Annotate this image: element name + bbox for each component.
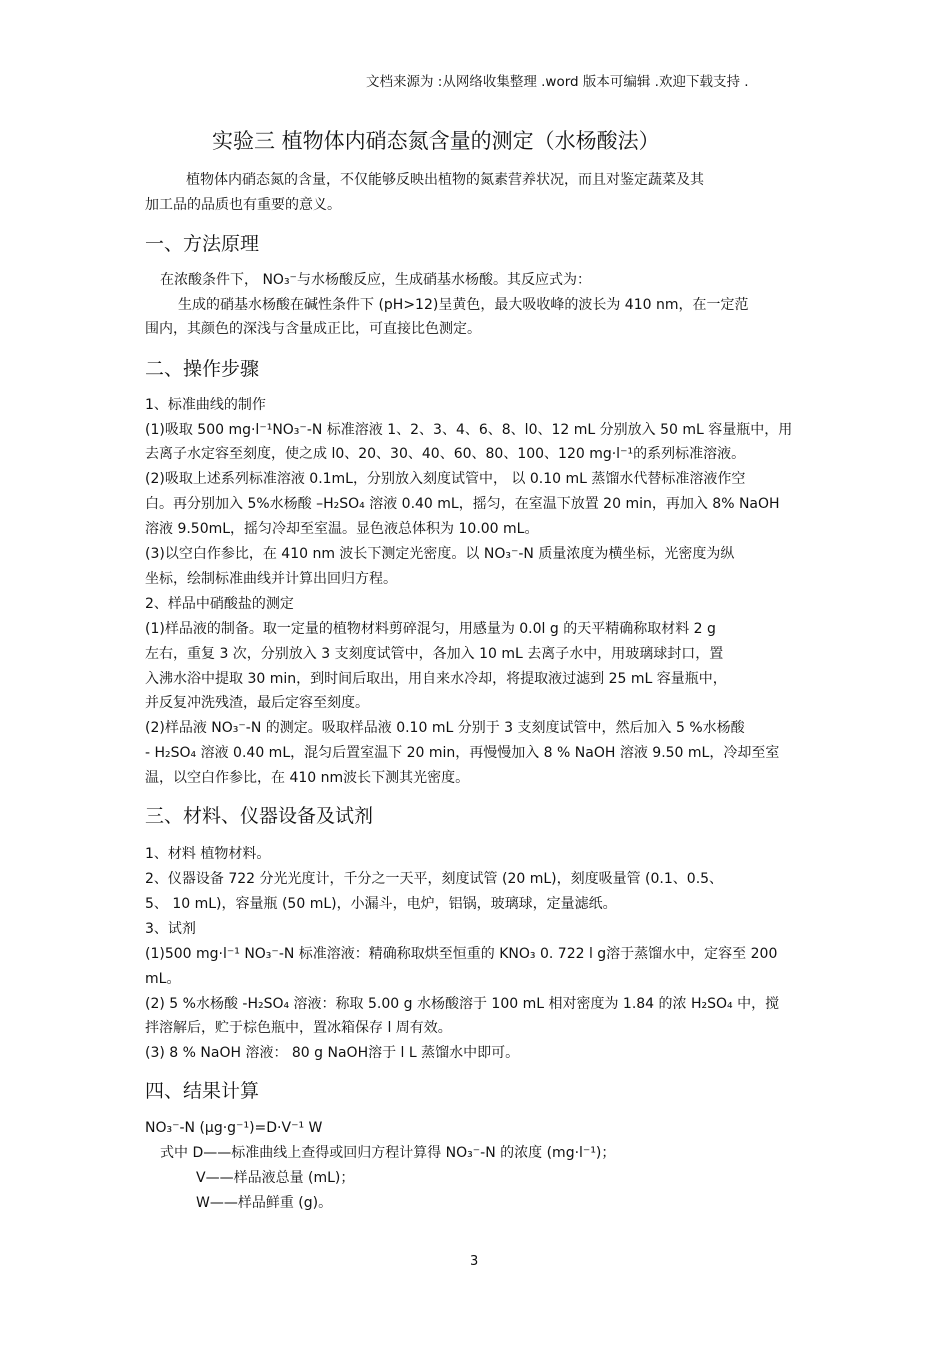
section-heading-materials: 三、材料、仪器设备及试剂 [145, 805, 374, 827]
page-header: 文档来源为 :从网络收集整理 .word 版本可编辑 .欢迎下载支持 . [366, 74, 749, 90]
step-text: (1)样品液的制备。取一定量的植物材料剪碎混匀，用感量为 0.0l g 的天平精确称取材料 2 g [145, 621, 716, 637]
step-text: 并反复冲洗残渣，最后定容至刻度。 [145, 695, 369, 711]
materials-text: 1、材料 植物材料。 [145, 846, 271, 862]
section-heading-principle: 一、方法原理 [145, 233, 260, 255]
formula-explanation: 式中 D——标准曲线上查得或回归方程计算得 NO₃⁻-N 的浓度 (mg·l⁻¹)； [160, 1145, 616, 1161]
reagent-text: (1)500 mg·l⁻¹ NO₃⁻-N 标准溶液：精确称取烘至恒重的 KNO₃ 0. 722 l g溶于蒸馏水中，定容至 200 [145, 946, 778, 962]
step-text: (2)样品液 NO₃⁻-N 的测定。吸取样品液 0.10 mL 分别于 3 支刻度试管中，然后加入 5 %水杨酸 [145, 720, 745, 736]
step-text: 去离子水定容至刻度，使之成 l0、20、30、40、60、80、100、120 mg·l⁻¹的系列标准溶液。 [145, 446, 746, 462]
subheading-standard-curve: 1、标准曲线的制作 [145, 397, 266, 413]
materials-text: 2、仪器设备 722 分光光度计，千分之一天平，刻度试管 (20 mL)，刻度吸量管 (0.1、0.5、 [145, 871, 724, 887]
principle-line-2: 生成的硝基水杨酸在碱性条件下 (pH>12)呈黄色，最大吸收峰的波长为 410 nm，在一定范 [178, 297, 749, 313]
principle-line-1: 在浓酸条件下， NO₃⁻与水杨酸反应，生成硝基水杨酸。其反应式为： [160, 272, 591, 288]
section-heading-steps: 二、操作步骤 [145, 358, 260, 380]
step-text: 溶液 9.50mL，摇匀冷却至室温。显色液总体积为 10.00 mL。 [145, 521, 539, 537]
subheading-reagents: 3、试剂 [145, 921, 196, 937]
formula-explanation: V——样品液总量 (mL)； [196, 1170, 355, 1186]
reagent-text: (3) 8 % NaOH 溶液： 80 g NaOH溶于 l L 蒸馏水中即可。 [145, 1045, 520, 1061]
reagent-text: (2) 5 %水杨酸 -H₂SO₄ 溶液：称取 5.00 g 水杨酸溶于 100 mL 相对密度为 1.84 的浓 H₂SO₄ 中，搅 [145, 996, 780, 1012]
step-text: 坐标，绘制标准曲线并计算出回归方程。 [145, 571, 397, 587]
section-heading-results: 四、结果计算 [145, 1080, 260, 1102]
step-text: 温，以空白作参比，在 410 nm波长下测其光密度。 [145, 770, 470, 786]
step-text: (3)以空白作参比，在 410 nm 波长下测定光密度。以 NO₃⁻-N 质量浓度为横坐标，光密度为纵 [145, 546, 735, 562]
step-text: (1)吸取 500 mg·l⁻¹NO₃⁻-N 标准溶液 1、2、3、4、6、8、l0、12 mL 分别放入 50 mL 容量瓶中，用 [145, 422, 793, 438]
step-text: 白。再分别加入 5%水杨酸 –H₂SO₄ 溶液 0.40 mL，摇匀，在室温下放置 20 min，再加入 8% NaOH [145, 496, 780, 512]
step-text: 入沸水浴中提取 30 min，到时间后取出，用自来水冷却，将提取液过滤到 25 mL 容量瓶中， [145, 671, 727, 687]
materials-text: 5、 10 mL)，容量瓶 (50 mL)，小漏斗，电炉，铝锅，玻璃球，定量滤纸。 [145, 896, 617, 912]
principle-line-3: 围内，其颜色的深浅与含量成正比，可直接比色测定。 [145, 321, 481, 337]
step-text: 左右，重复 3 次，分别放入 3 支刻度试管中，各加入 10 mL 去离子水中，用玻璃球封口，置 [145, 646, 724, 662]
step-text: - H₂SO₄ 溶液 0.40 mL，混匀后置室温下 20 min，再慢慢加入 8 % NaOH 溶液 9.50 mL，冷却至室 [145, 745, 780, 761]
reagent-text: mL。 [145, 971, 181, 987]
page-number: 3 [470, 1254, 479, 1269]
step-text: (2)吸取上述系列标准溶液 0.1mL，分别放入刻度试管中， 以 0.10 mL 蒸馏水代替标准溶液作空 [145, 471, 746, 487]
formula: NO₃⁻-N (μg·g⁻¹)=D·V⁻¹ W [145, 1120, 323, 1136]
reagent-text: 拌溶解后，贮于棕色瓶中，置冰箱保存 l 周有效。 [145, 1020, 452, 1036]
intro-line-1: 植物体内硝态氮的含量，不仅能够反映出植物的氮素营养状况，而且对鉴定蔬菜及其 [186, 172, 704, 188]
subheading-sample-nitrate: 2、样品中硝酸盐的测定 [145, 596, 294, 612]
formula-explanation: W——样品鲜重 (g)。 [196, 1195, 333, 1211]
intro-line-2: 加工品的品质也有重要的意义。 [145, 197, 341, 213]
document-title: 实验三 植物体内硝态氮含量的测定（水杨酸法） [212, 129, 660, 153]
